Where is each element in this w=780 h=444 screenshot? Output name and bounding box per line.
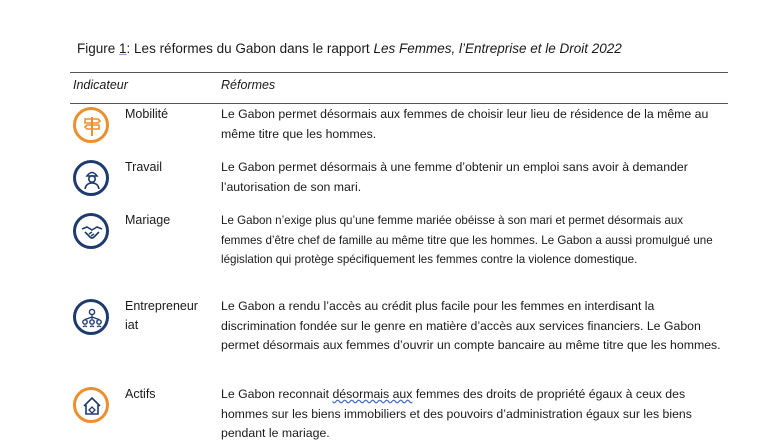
caption-number: 1 [119,41,127,56]
signpost-icon [73,107,109,143]
caption-middle: : Les réformes du Gabon dans le rapport [126,41,374,56]
network-people-icon [73,299,109,335]
caption-report-title: Les Femmes, l’Entreprise et le Droit 2022 [373,41,622,56]
reform-text-end: femmes des droits de propriété égaux à ceux des hommes sur les biens immobiliers et des pouvoirs d’administration égaux sur les biens pendant le mariage. [221,387,692,440]
caption-prefix: Figure [77,41,120,56]
table-header [70,72,728,104]
house-assets-icon [73,387,109,423]
reform-text: Le Gabon permet désormais aux femmes de choisir leur lieu de résidence de la même au même titre que les hommes. [221,107,709,141]
reform-text: Le Gabon a rendu l’accès au crédit plus facile pour les femmes en interdisant la discrimination fondée sur le genre en matière d’accès aux services financiers. Le Gabon permet désormais aux femmes d’ouvrir un compte bancaire au même titre que les hommes. [221,299,721,352]
indicator-label: Mobilité [125,107,169,121]
reform-text: Le Gabon permet désormais à une femme d’obtenir un emploi sans avoir à demander l’autorisation de son mari. [221,160,688,194]
indicator-label-line2: iat [125,318,139,332]
worker-icon [73,160,109,196]
indicator-label: Mariage [125,213,171,227]
figure-caption [77,41,622,56]
header-reforms: Réformes [221,78,276,92]
indicator-label [125,297,211,335]
header-indicator: Indicateur [73,78,128,92]
handshake-icon [73,213,109,249]
reform-text-start: Le Gabon reconnait [221,387,333,401]
reform-text [221,385,721,444]
grammar-flagged-text: désormais aux [332,387,413,401]
reform-text: Le Gabon n’exige plus qu’une femme mariée obéisse à son mari et permet désormais aux femmes d’être chef de famille au même titre que les hommes. Le Gabon a aussi promulgué une législation qui protège spécifiquement les femmes contre la violence domestique. [221,214,713,266]
indicator-label: Travail [125,160,163,174]
indicator-label: Actifs [125,387,156,401]
indicator-label-line1: Entrepreneur [125,299,198,313]
